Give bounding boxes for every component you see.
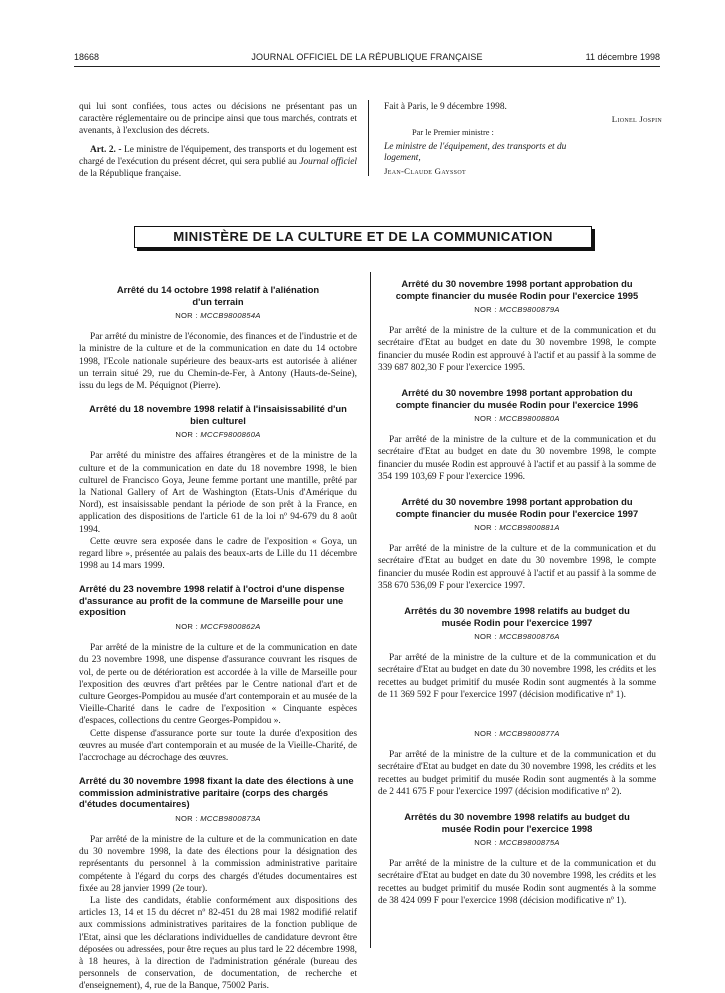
decree-text: qui lui sont confiées, tous actes ou décisions ne présentant pas un caractère réglementaire ou de principe ainsi que tous marchés, contrats et avenants, à l'exclusion des décrets.: [79, 102, 357, 137]
nor-label: NOR :: [175, 311, 201, 320]
article-title: Arrêté du 30 novembre 1998 fixant la date des élections à une commission administrative paritaire (corps des chargés d'études documentaires): [79, 775, 354, 810]
page-number: 18668: [74, 52, 100, 62]
signature-block: [384, 101, 662, 177]
article-dispense-assurance: [79, 583, 357, 764]
par-le-premier-ministre: Par le Premier ministre :: [412, 128, 494, 138]
minister-role: Le ministre de l'équipement, des transports et du logement,: [384, 141, 567, 164]
article-paragraph: Par arrêté du ministre des affaires étrangères et de la ministre de la culture et de la communication en date du 18 novembre 1998, le bien culturel de Francisco Goya, Jeune femme portant une mantille, prêté par la National Gallery of Art de Washington (Etats-Unis d'Amérique du Nord), est insaisissable pendant la période de son prêt à la France, en application des dispositions de l'article 61 de la loi nº 94-679 du 8 août 1994.: [79, 451, 357, 535]
minister-name: Jean-Claude Gayssot: [384, 165, 466, 176]
nor-reference: [79, 621, 357, 633]
header-rule: [74, 66, 660, 67]
main-column-rule: [370, 272, 371, 948]
decree-continuation: [79, 101, 357, 180]
article-budget-1998: [378, 811, 656, 907]
nor-reference: [79, 429, 357, 441]
left-column: [79, 284, 357, 993]
nor-label: NOR :: [474, 729, 500, 739]
nor-reference: [378, 837, 656, 849]
article-paragraph: Par arrêté de la ministre de la culture et de la communication et du secrétaire d'Etat au budget en date du 30 novembre 1998, le compte financier du musée Rodin est approuvé à l'actif et au passif à la somme de 354 199 103,69 F pour l'exercice 1996.: [378, 435, 656, 482]
article-budget-1997-dm2: [378, 728, 656, 798]
article-paragraph: Par arrêté de la ministre de la culture et de la communication et du secrétaire d'Etat au budget en date du 30 novembre 1998, les crédits et les recettes au budget primitif du musée Rodin sont augmentés à la somme de 38 424 099 F pour l'exercice 1998 (décision modificative nº 1).: [378, 859, 656, 906]
nor-code: MCCB9800873A: [200, 813, 261, 823]
nor-reference: [378, 304, 656, 316]
nor-label: NOR :: [175, 621, 201, 631]
nor-label: NOR :: [474, 523, 500, 533]
journal-title: JOURNAL OFFICIEL DE LA RÉPUBLIQUE FRANÇAISE: [251, 52, 483, 62]
nor-label: NOR :: [474, 414, 500, 424]
article-compte-1995: [378, 278, 656, 374]
page-header: [74, 52, 660, 66]
article-paragraph: Par arrêté de la ministre de la culture et de la communication et du secrétaire d'Etat au budget en date du 30 novembre 1998, les crédits et les recettes au budget primitif du musée Rodin sont augmentés à la somme de 11 369 592 F pour l'exercice 1997 (décision modificative nº 1).: [378, 653, 656, 700]
article-text-b: de la République française.: [79, 169, 182, 180]
article-paragraph: La liste des candidats, établie conformément aux dispositions des articles 13, 14 et 15 du décret nº 82-451 du 28 mai 1982 modifié relatif aux commissions administratives paritaires de la fonction publique de l'Etat, ainsi que les déclarations individuelles de candidature devront être déposées ou adressées, pour être reçues au plus tard le 22 décembre 1998, à 18 heures, à la direction de l'administration générale (bureau des personnels de conservation, de documentation, de recherche et d'enseignement), 4, rue de la Banque, 75002 Paris.: [79, 895, 357, 992]
top-column-rule: [368, 100, 369, 176]
article-compte-1997: [378, 496, 656, 592]
fait-a-paris: Fait à Paris, le 9 décembre 1998.: [384, 102, 507, 112]
article-paragraph: Par arrêté de la ministre de la culture et de la communication et du secrétaire d'Etat au budget en date du 30 novembre 1998, le compte financier du musée Rodin est approuvé à l'actif et au passif à la somme de 339 687 802,30 F pour l'exercice 1995.: [378, 326, 656, 373]
nor-label: NOR :: [474, 838, 500, 848]
article-text-em: Journal officiel: [299, 156, 357, 167]
article-title: Arrêté du 14 octobre 1998 relatif à l'aliénation d'un terrain: [116, 284, 320, 307]
nor-label: NOR :: [474, 305, 500, 314]
article-paragraph: Par arrêté de la ministre de la culture et de la communication en date du 30 novembre 1998, la date des élections pour la désignation des représentants du personnel à la commission administrative paritaire compétente à l'égard du corps des chargés d'études documentaires est fixée au 28 janvier 1999 (2e tour).: [79, 834, 357, 894]
article-insaisissabilite: [79, 403, 357, 572]
nor-code: MCCB9800854A: [200, 311, 261, 320]
nor-code: MCCB9800881A: [499, 523, 560, 533]
nor-code: MCCF9800860A: [200, 430, 261, 440]
nor-code: MCCF9800862A: [200, 621, 261, 631]
nor-reference: [378, 522, 656, 534]
nor-reference: [378, 413, 656, 425]
nor-code: MCCB9800880A: [499, 414, 560, 424]
article-budget-1997: [378, 605, 656, 701]
article-title: Arrêté du 30 novembre 1998 portant approbation du compte financier du musée Rodin pour l'exercice 1995: [395, 278, 639, 301]
article-title: Arrêté du 30 novembre 1998 portant approbation du compte financier du musée Rodin pour l'exercice 1997: [395, 496, 639, 519]
article-compte-1996: [378, 387, 656, 483]
nor-label: NOR :: [175, 813, 201, 823]
nor-reference: [378, 631, 656, 643]
nor-code: MCCB9800875A: [499, 838, 560, 848]
article-paragraph: Par arrêté de la ministre de la culture et de la communication et du secrétaire d'Etat au budget en date du 30 novembre 1998, le compte financier du musée Rodin est approuvé à l'actif et au passif à la somme de 358 670 536,09 F pour l'exercice 1997.: [378, 544, 656, 591]
article-elections: [79, 775, 357, 992]
article-paragraph: Cette œuvre sera exposée dans le cadre de l'exposition « Goya, un regard libre », présentée au palais des beaux-arts de Lille du 11 décembre 1998 au 14 mars 1999.: [79, 536, 357, 572]
signer-name: Lionel Jospin: [611, 114, 662, 125]
article-paragraph: Par arrêté du ministre de l'économie, des finances et de l'industrie et de la ministre de la culture et de la communication en date du 14 octobre 1998, l'Ecole nationale supérieure des beaux-arts est autorisée à aliéner un terrain situé 29, rue du Chemin-de-Fer, à Antony (Hauts-de-Seine), issu du legs de M. Péquignot (Pierre).: [79, 332, 357, 392]
article-title: Arrêté du 23 novembre 1998 relatif à l'octroi d'une dispense d'assurance au profit de la commune de Marseille pour une exposition: [79, 583, 345, 618]
article-title: Arrêtés du 30 novembre 1998 relatifs au budget du musée Rodin pour l'exercice 1997: [404, 605, 630, 628]
article-aliénation: [79, 284, 357, 392]
article-text-a: Le ministre de l'équipement, des transports et du logement est chargé de l'exécution du présent décret, qui sera publié au: [79, 144, 357, 167]
nor-reference: [79, 813, 357, 825]
article-title: Arrêtés du 30 novembre 1998 relatifs au budget du musée Rodin pour l'exercice 1998: [404, 811, 630, 834]
article-title: Arrêté du 18 novembre 1998 relatif à l'insaisissabilité d'un bien culturel: [89, 403, 347, 426]
ministry-heading: MINISTÈRE DE LA CULTURE ET DE LA COMMUNICATION: [134, 226, 592, 248]
right-column: [378, 278, 656, 907]
nor-code: MCCB9800877A: [499, 729, 560, 739]
nor-reference: [79, 310, 357, 322]
nor-label: NOR :: [474, 632, 500, 642]
article-paragraph: Cette dispense d'assurance porte sur toute la durée d'exposition des œuvres au musée d'art contemporain et au musée de la Vieille-Charité, de l'accrochage au décrochage des œuvres.: [79, 728, 357, 763]
article-paragraph: Par arrêté de la ministre de la culture et de la communication en date du 23 novembre 1998, une dispense d'assurance couvrant les risques de vol, de perte ou de détérioration est accordée à la ville de Marseille pour l'exposition des œuvres d'art prêtées par le Centre national d'art et de culture Georges-Pompidou au musée d'art contemporain et au musée de la Vieille-Charité dans le cadre de l'exposition « Cinquante espèces d'espaces, collections du centre Georges-Pompidou ».: [79, 643, 357, 727]
decree-article-2: [79, 144, 357, 181]
article-paragraph: Par arrêté de la ministre de la culture et de la communication et du secrétaire d'Etat au budget en date du 30 novembre 1998, les crédits et les recettes au budget primitif du musée Rodin sont augmentés à la somme de 2 441 675 F pour l'exercice 1997 (décision modificative nº 2).: [378, 750, 656, 797]
nor-label: NOR :: [175, 430, 201, 440]
nor-code: MCCB9800879A: [499, 305, 560, 314]
article-lead: Art. 2. -: [90, 144, 122, 155]
nor-code: MCCB9800876A: [499, 632, 560, 642]
nor-reference: [378, 728, 656, 740]
issue-date: 11 décembre 1998: [585, 52, 660, 62]
article-title: Arrêté du 30 novembre 1998 portant approbation du compte financier du musée Rodin pour l'exercice 1996: [395, 387, 639, 410]
